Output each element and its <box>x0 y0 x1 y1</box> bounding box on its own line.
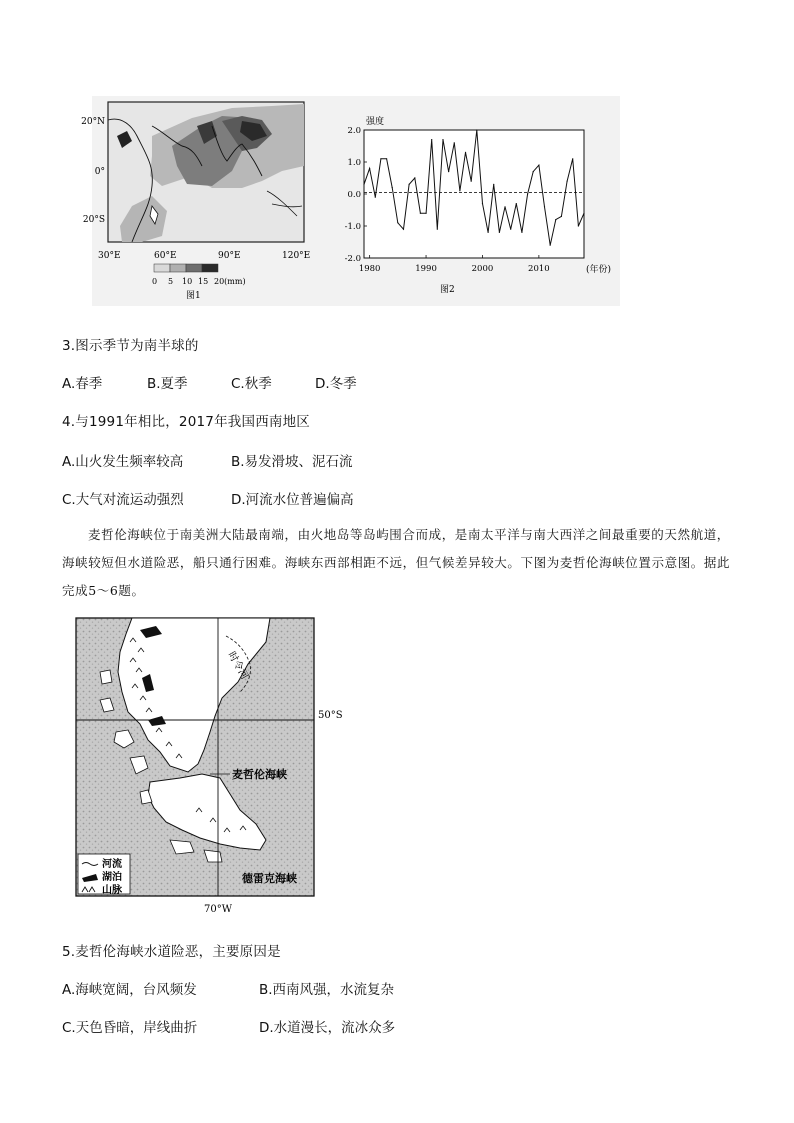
data-point <box>403 229 404 230</box>
q3-option-b[interactable]: B.夏季 <box>147 376 188 392</box>
legend-lake: 湖泊 <box>102 872 122 883</box>
q5-option-d[interactable]: D.水道漫长，流冰众多 <box>259 1020 396 1036</box>
data-point <box>465 152 466 153</box>
q5-option-b[interactable]: B.西南风强，水流复杂 <box>259 982 395 998</box>
data-point <box>527 193 528 194</box>
intensity-line-chart <box>330 96 620 306</box>
figure1-caption: 图1 <box>186 291 201 301</box>
data-point <box>566 181 567 182</box>
data-point <box>521 232 522 233</box>
data-point <box>369 168 370 169</box>
q4-option-b[interactable]: B.易发滑坡、泥石流 <box>231 454 353 470</box>
data-point <box>375 197 376 198</box>
data-point <box>583 213 584 214</box>
passage-text: 麦哲伦海峡位于南美洲大陆最南端，由火地岛等岛屿围合而成，是南太平洋与南大西洋之间最重要的天然航道，海峡较短但水道险恶，船只通行困难。海峡东西部相距不远，但气候差异较大。下图为麦哲伦海峡位置示意图。据此完成5～6题。 <box>62 527 731 598</box>
figures-panel <box>81 96 620 306</box>
lon-label-90e: 90°E <box>218 251 241 261</box>
data-point <box>538 165 539 166</box>
figure2-caption: 图2 <box>440 285 455 295</box>
data-point <box>555 219 556 220</box>
data-point <box>510 229 511 230</box>
data-point <box>561 216 562 217</box>
data-point <box>397 222 398 223</box>
lon-label-30e: 30°E <box>98 251 121 261</box>
x-axis-unit: (年份) <box>586 265 612 275</box>
data-point <box>380 158 381 159</box>
q3-option-a[interactable]: A.春季 <box>62 376 103 392</box>
data-point <box>578 225 579 226</box>
lat-label-20s: 20°S <box>82 215 105 225</box>
data-point <box>471 181 472 182</box>
legend-tick-5: 5 <box>168 277 174 286</box>
y-tick-label: 0.0 <box>347 190 361 200</box>
lat-label-50s: 50°S <box>318 710 343 721</box>
lon-label-60e: 60°E <box>154 251 177 261</box>
data-point <box>386 158 387 159</box>
data-point <box>414 177 415 178</box>
data-point <box>488 232 489 233</box>
plot-frame <box>364 130 584 258</box>
q5-option-c[interactable]: C.天色昏暗，岸线曲折 <box>62 1020 198 1036</box>
data-point <box>425 213 426 214</box>
legend-tick-20: 20(mm) <box>214 277 246 286</box>
y-tick-label: -1.0 <box>344 222 361 232</box>
drake-passage-label: 德雷克海峡 <box>242 872 297 885</box>
data-point <box>499 232 500 233</box>
data-point <box>504 206 505 207</box>
y-tick-label: 2.0 <box>347 126 361 136</box>
q3-option-c[interactable]: C.秋季 <box>231 376 272 392</box>
q3-stem: 3.图示季节为南半球的 <box>62 338 199 354</box>
q4-option-c[interactable]: C.大气对流运动强烈 <box>62 492 184 508</box>
x-tick-label: 1980 <box>358 264 381 274</box>
y-tick-label: -2.0 <box>344 254 361 264</box>
q3-option-d[interactable]: D.冬季 <box>315 376 357 392</box>
data-point <box>442 139 443 140</box>
q4-stem: 4.与1991年相比，2017年我国西南地区 <box>62 414 310 430</box>
lat-label-20n: 20°N <box>81 117 105 127</box>
data-point <box>533 171 534 172</box>
lon-label-70w: 70°W <box>204 904 233 915</box>
lon-label-120e: 120°E <box>282 251 311 261</box>
data-point <box>482 203 483 204</box>
river-label: 时令河 <box>225 650 250 682</box>
legend-tick-0: 0 <box>152 277 158 286</box>
data-point <box>448 171 449 172</box>
data-point <box>454 142 455 143</box>
q5-option-a[interactable]: A.海峡宽阔，台风频发 <box>62 982 197 998</box>
legend-tick-10: 10 <box>182 277 193 286</box>
y-tick-label: 1.0 <box>347 158 361 168</box>
chart-axes <box>364 130 584 258</box>
data-point <box>476 129 477 130</box>
data-point <box>437 229 438 230</box>
x-tick-label: 2010 <box>528 264 550 274</box>
q4-option-a[interactable]: A.山火发生频率较高 <box>62 454 184 470</box>
data-point <box>392 187 393 188</box>
precipitation-map <box>81 96 322 306</box>
magellan-strait-map <box>70 612 360 918</box>
x-tick-label: 2000 <box>471 264 494 274</box>
y-axis-label: 强度 <box>366 117 385 127</box>
magellan-strait-label: 麦哲伦海峡 <box>232 768 287 781</box>
data-point <box>572 158 573 159</box>
lat-label-0: 0° <box>94 167 105 177</box>
data-point <box>544 206 545 207</box>
data-point <box>431 139 432 140</box>
legend-mountain: 山脉 <box>102 885 122 896</box>
data-point <box>459 190 460 191</box>
data-point <box>516 203 517 204</box>
data-point <box>409 184 410 185</box>
q4-option-d[interactable]: D.河流水位普遍偏高 <box>231 492 354 508</box>
data-point <box>493 184 494 185</box>
data-point <box>420 213 421 214</box>
x-tick-label: 1990 <box>415 264 437 274</box>
legend-river: 河流 <box>102 859 122 870</box>
legend-tick-15: 15 <box>198 277 209 286</box>
data-point <box>550 245 551 246</box>
q5-stem: 5.麦哲伦海峡水道险恶，主要原因是 <box>62 944 281 960</box>
data-point <box>363 184 364 185</box>
